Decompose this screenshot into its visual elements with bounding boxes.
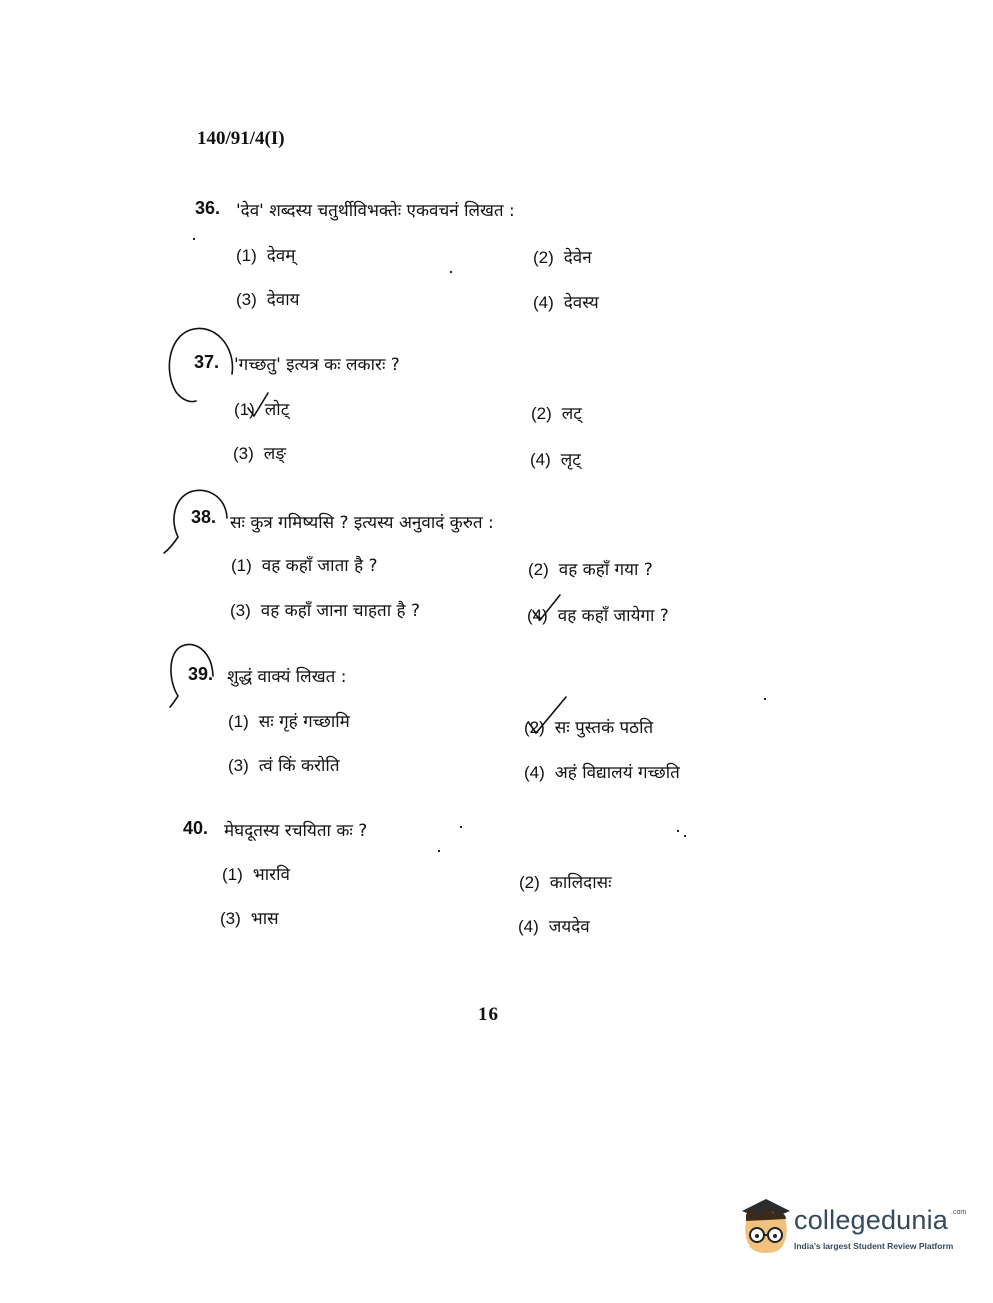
option-1: (1) देवम् xyxy=(236,246,296,266)
question-number: 36. xyxy=(195,198,221,218)
logo-domain: .com xyxy=(951,1209,967,1216)
option-1: (1) सः गृहं गच्छामि xyxy=(228,712,350,732)
scan-speck xyxy=(438,850,440,852)
question-number: 40. xyxy=(183,818,209,838)
option-2: (2) लट् xyxy=(531,404,582,424)
option-4: (4) लृट् xyxy=(530,450,581,470)
option-2: (2) वह कहाँ गया ? xyxy=(528,560,653,580)
scan-speck xyxy=(764,698,766,700)
option-4: (4) जयदेव xyxy=(518,917,590,937)
scan-speck xyxy=(450,271,452,273)
question-text: 'देव' शब्दस्य चतुर्थीविभक्तेः एकवचनं लिखत : xyxy=(236,201,515,221)
mascot-icon xyxy=(736,1195,792,1259)
scan-speck xyxy=(684,835,686,837)
option-4: (4) वह कहाँ जायेगा ? xyxy=(527,606,669,626)
option-2: (2) कालिदासः xyxy=(519,873,612,893)
question-text: सः कुत्र गमिष्यसि ? इत्यस्य अनुवादं कुरुत : xyxy=(230,513,494,533)
option-3: (3) देवाय xyxy=(236,290,300,310)
scan-speck xyxy=(677,830,679,832)
question-number: 37. xyxy=(194,352,220,372)
question-text: मेघदूतस्य रचयिता कः ? xyxy=(224,821,368,841)
question-text: 'गच्छतु' इत्यत्र कः लकारः ? xyxy=(234,355,400,375)
option-3: (3) भास xyxy=(220,909,279,929)
question-number: 38. xyxy=(191,507,217,527)
option-3: (3) त्वं किं करोति xyxy=(228,756,340,776)
option-2: (2) सः पुस्तकं पठति xyxy=(524,718,654,738)
scan-speck xyxy=(193,238,195,240)
option-3: (3) लङ् xyxy=(233,444,287,464)
question-number: 39. xyxy=(188,664,214,684)
page-number: 16 xyxy=(478,1004,499,1025)
option-4: (4) देवस्य xyxy=(533,293,599,313)
logo-brand-name: collegedunia xyxy=(794,1205,949,1235)
option-2: (2) देवेन xyxy=(533,248,592,268)
collegedunia-logo xyxy=(736,1195,966,1259)
option-1: (1) लोट् xyxy=(234,400,290,420)
option-1: (1) भारवि xyxy=(222,865,290,885)
option-3: (3) वह कहाँ जाना चाहता है ? xyxy=(230,601,420,621)
option-4: (4) अहं विद्यालयं गच्छति xyxy=(524,763,680,783)
scan-speck xyxy=(460,826,462,828)
logo-tagline: India's largest Student Review Platform xyxy=(794,1241,954,1251)
question-text: शुद्धं वाक्यं लिखत : xyxy=(227,667,347,687)
paper-code: 140/91/4(I) xyxy=(197,128,285,149)
option-1: (1) वह कहाँ जाता है ? xyxy=(231,556,378,576)
